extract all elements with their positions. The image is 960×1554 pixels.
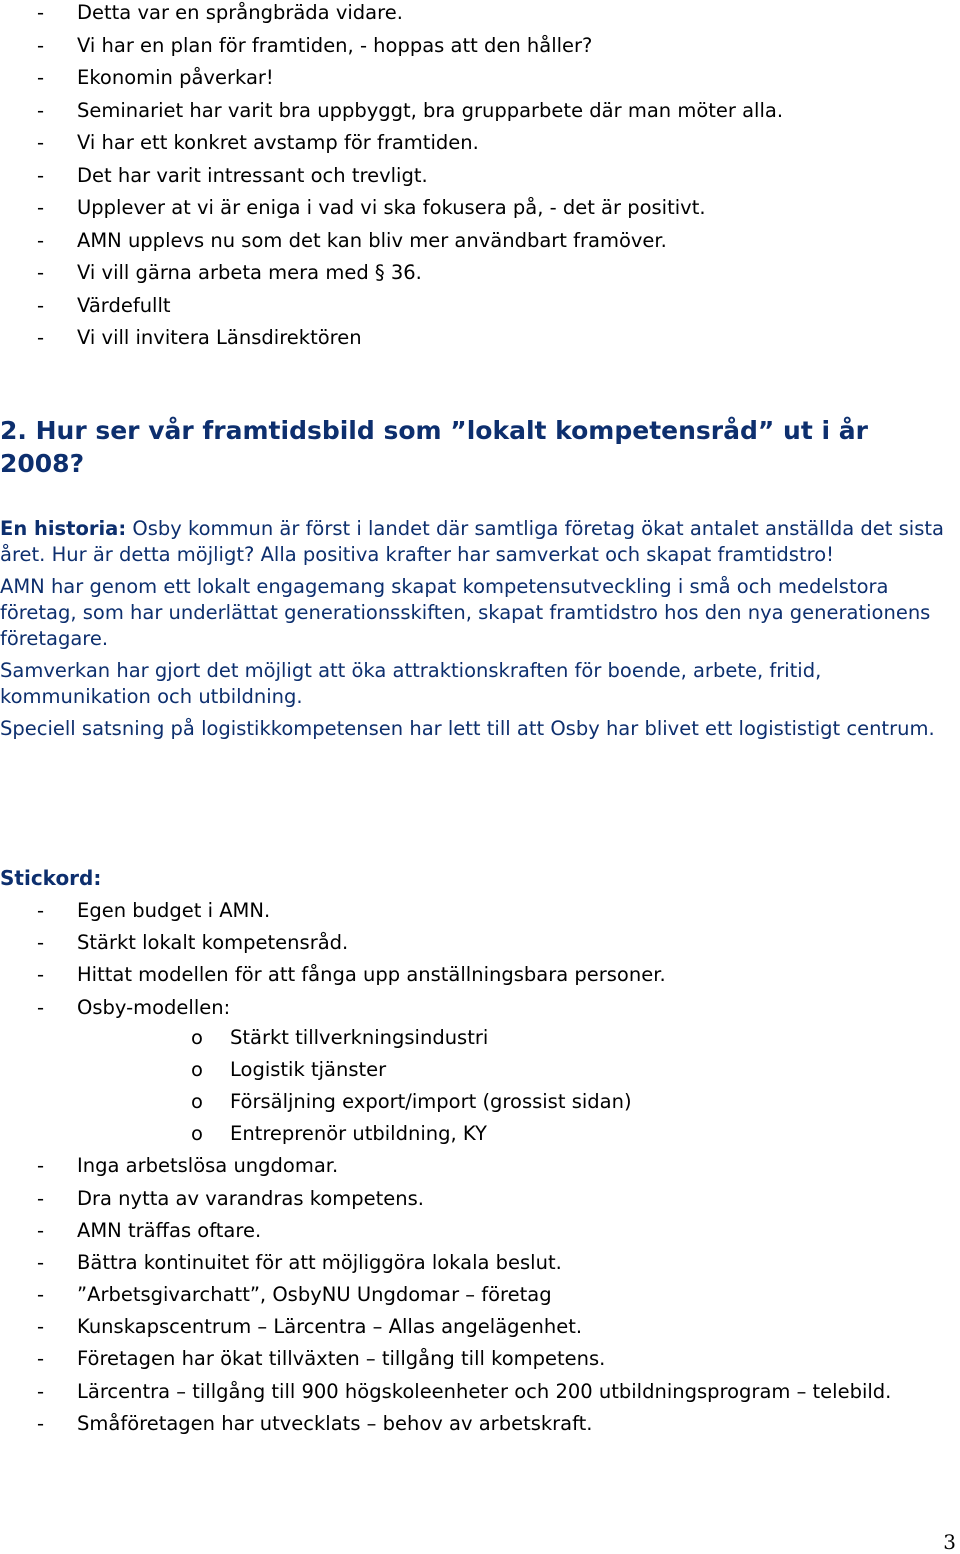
list-item-text: Osby-modellen: (77, 995, 231, 1019)
bullet-dash: - (37, 196, 45, 219)
list-item-text: Företagen har ökat tillväxten – tillgång till kompetens. (77, 1347, 606, 1371)
bullet-dash: - (37, 228, 45, 252)
list-item-text: Småföretagen har utvecklats – behov av arbetskraft. (77, 1411, 593, 1435)
list-item-text: Seminariet har varit bra uppbyggt, bra grupparbete där man möter alla. (77, 98, 784, 122)
list-item (0, 1186, 960, 1212)
stickord-heading: Stickord: (0, 866, 102, 890)
list-item (0, 130, 960, 156)
bullet-dash: - (37, 163, 45, 187)
list-item (0, 260, 960, 286)
bullet-dash: - (37, 1411, 45, 1435)
list-item-text: Det har varit intressant och trevligt. (77, 163, 428, 187)
list-item (0, 33, 960, 59)
list-item-text: Vi har en plan för framtiden, - hoppas att den håller? (77, 33, 593, 57)
list-item (0, 1218, 960, 1244)
bullet-dash: - (37, 1283, 45, 1307)
list-item (0, 1346, 960, 1372)
bullet-dash: - (37, 1186, 45, 1210)
list-item (0, 98, 960, 124)
bullet-dash: - (37, 1347, 45, 1371)
list-item (0, 1153, 960, 1179)
list-item-text: Bättra kontinuitet för att möjliggöra lokala beslut. (77, 1250, 562, 1274)
story-paragraph: AMN har genom ett lokalt engagemang skapat kompetensutveckling i små och medelstora företag, som har underlättat generationsskiften, skapat framtidstro hos den nya generationens företagare. (0, 575, 931, 650)
sublist-item-text: Entreprenör utbildning, KY (230, 1122, 487, 1146)
osby-model-sublist (77, 1025, 960, 1148)
story-paragraph (0, 516, 945, 568)
bullet-dash: - (37, 963, 45, 987)
list-item (0, 1250, 960, 1276)
list-item (0, 930, 960, 956)
list-item-text: ”Arbetsgivarchatt”, OsbyNU Ungdomar – företag (77, 1283, 552, 1307)
list-item-text: Detta var en språngbräda vidare. (77, 1, 403, 24)
bullet-circle: o (191, 1057, 203, 1081)
sublist-item (77, 1057, 960, 1083)
feedback-list (0, 0, 960, 358)
list-item (0, 65, 960, 91)
bullet-dash: - (37, 1250, 45, 1274)
list-item-text: Inga arbetslösa ungdomar. (77, 1154, 339, 1178)
list-item-text: Dra nytta av varandras kompetens. (77, 1186, 424, 1210)
list-item-text: Värdefullt (77, 293, 171, 317)
list-item-text: Vi vill gärna arbeta mera med § 36. (77, 261, 422, 284)
list-item (0, 1314, 960, 1340)
bullet-dash: - (37, 995, 45, 1019)
list-item (0, 898, 960, 924)
list-item (0, 1411, 960, 1437)
sublist-item-text: Logistik tjänster (230, 1057, 387, 1081)
list-item-text: Stärkt lokalt kompetensråd. (77, 931, 349, 955)
list-item-text: Vi har ett konkret avstamp för framtiden. (77, 131, 479, 154)
bullet-dash: - (37, 98, 45, 122)
story-lead: En historia: (0, 517, 127, 540)
bullet-dash: - (37, 1315, 45, 1339)
bullet-dash: - (37, 261, 45, 284)
list-item-text: Egen budget i AMN. (77, 899, 271, 922)
section-heading: 2. Hur ser vår framtidsbild som ”lokalt kompetensråd” ut i år 2008? (0, 416, 868, 478)
list-item (0, 1282, 960, 1308)
story-text: Alla positiva krafter har samverkat och skapat framtidstro! (260, 543, 834, 566)
list-item (0, 962, 960, 988)
sublist-item-text: Stärkt tillverkningsindustri (230, 1025, 489, 1049)
bullet-dash: - (37, 66, 45, 89)
list-item (0, 995, 960, 1148)
sublist-item-text: Försäljning export/import (grossist sidan) (230, 1089, 632, 1113)
bullet-circle: o (191, 1122, 203, 1146)
list-item (0, 228, 960, 254)
story-text: Osby kommun är först i landet där samtliga företag ökat antalet anställda det sista året. Hur är detta möjligt? (0, 517, 944, 566)
bullet-dash: - (37, 131, 45, 154)
list-item (0, 293, 960, 319)
bullet-dash: - (37, 293, 45, 317)
bullet-dash: - (37, 1, 45, 24)
sublist-item (77, 1025, 960, 1051)
bullet-dash: - (37, 33, 45, 57)
story-section (0, 516, 945, 748)
list-item-text: Vi vill invitera Länsdirektören (77, 326, 362, 349)
list-item-text: Ekonomin påverkar! (77, 66, 274, 89)
page-number: 3 (943, 1530, 956, 1554)
story-paragraph: Samverkan har gjort det möjligt att öka attraktionskraften för boende, arbete, fritid, kommunikation och utbildning. (0, 659, 822, 708)
list-item (0, 0, 960, 26)
list-item-text: Lärcentra – tillgång till 900 högskoleenheter och 200 utbildningsprogram – telebild. (77, 1379, 892, 1403)
bullet-dash: - (37, 1218, 45, 1242)
bullet-dash: - (37, 1154, 45, 1178)
list-item-text: AMN upplevs nu som det kan bliv mer användbart framöver. (77, 228, 667, 252)
list-item-text: Kunskapscentrum – Lärcentra – Allas angelägenhet. (77, 1315, 583, 1339)
story-paragraph: Speciell satsning på logistikkompetensen har lett till att Osby har blivet ett logististigt centrum. (0, 717, 935, 740)
list-item-text: AMN träffas oftare. (77, 1218, 262, 1242)
list-item (0, 195, 960, 221)
list-item-text: Upplever at vi är eniga i vad vi ska fokusera på, - det är positivt. (77, 196, 706, 219)
bullet-circle: o (191, 1025, 203, 1049)
sublist-item (77, 1121, 960, 1147)
bullet-dash: - (37, 899, 45, 922)
bullet-circle: o (191, 1089, 203, 1113)
list-item (0, 325, 960, 351)
bullet-dash: - (37, 931, 45, 955)
list-item (0, 163, 960, 189)
bullet-dash: - (37, 1379, 45, 1403)
sublist-item (77, 1089, 960, 1115)
stickord-list (0, 898, 960, 1443)
list-item (0, 1379, 960, 1405)
list-item-text: Hittat modellen för att fånga upp anställningsbara personer. (77, 963, 666, 987)
bullet-dash: - (37, 326, 45, 349)
